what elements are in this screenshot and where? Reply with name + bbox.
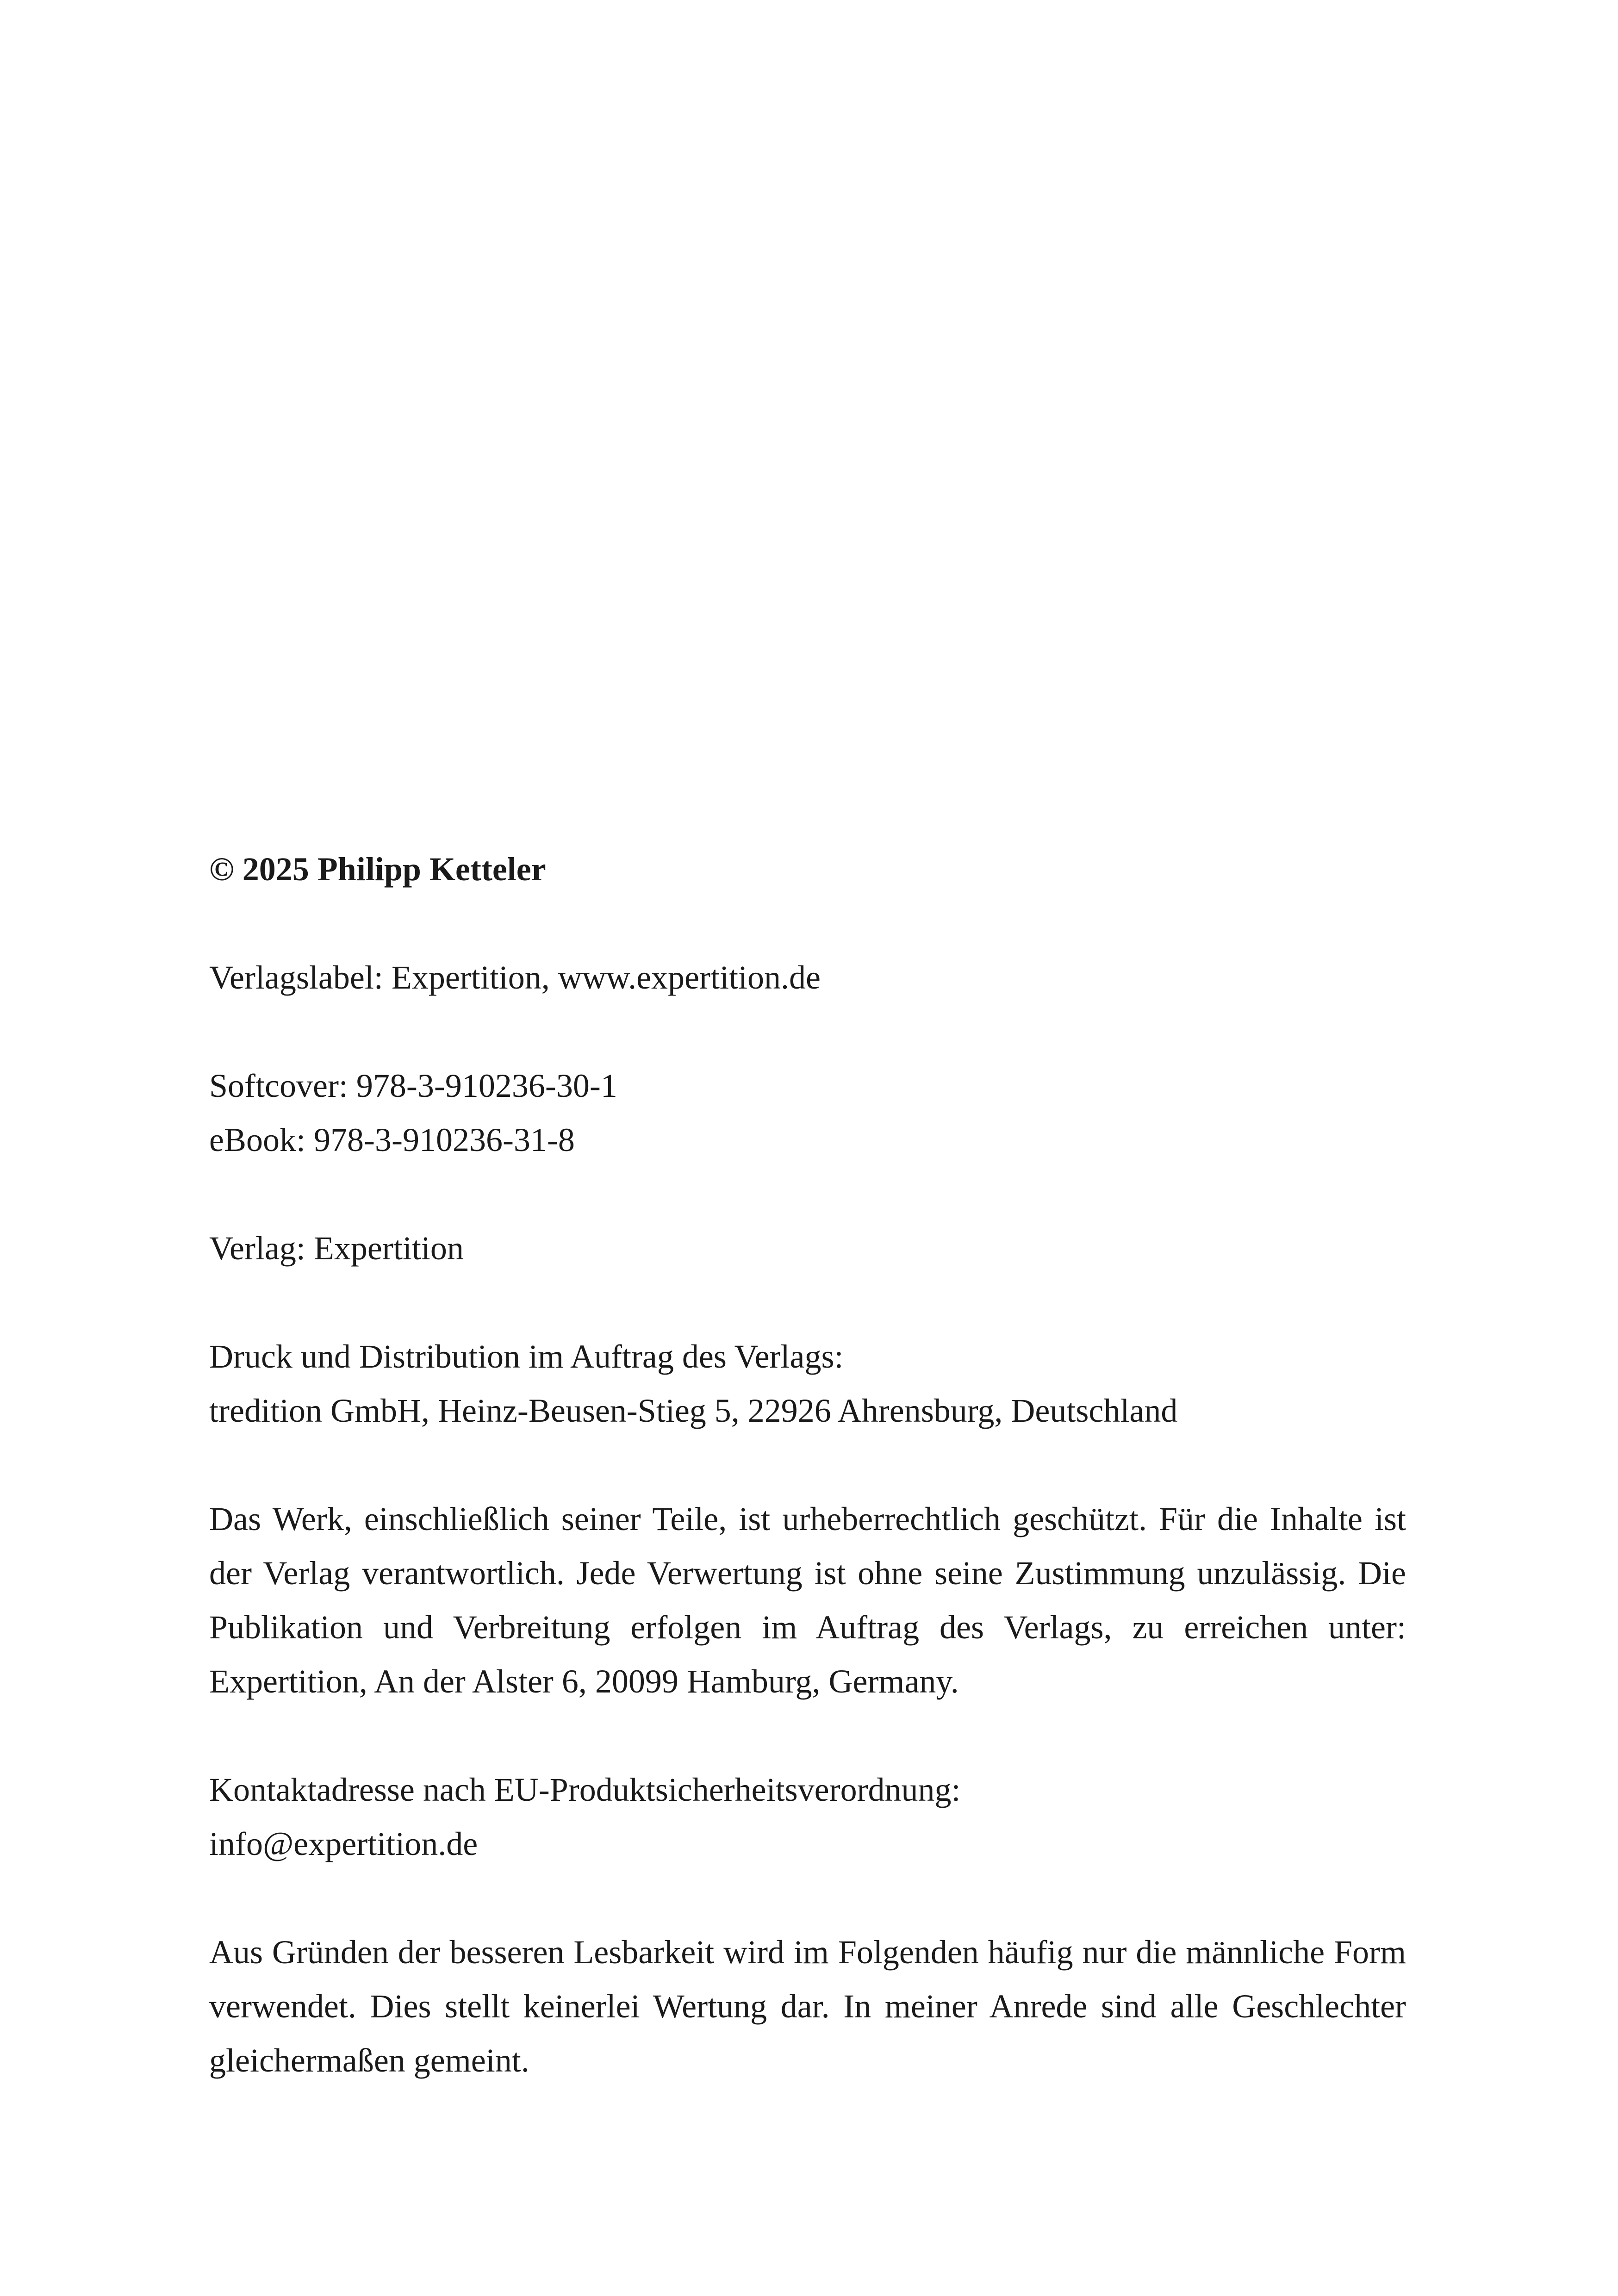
publisher-label-line: Verlagslabel: Expertition, www.expertition.de <box>209 959 821 996</box>
rights-block <box>209 1492 1406 1709</box>
publisher-label-block <box>209 951 1406 1005</box>
isbn-block <box>209 1059 1406 1167</box>
contact-heading: Kontaktadresse nach EU-Produktsicherheitsverordnung: <box>209 1771 961 1808</box>
rights-notice: Das Werk, einschließlich seiner Teile, ist urheberrechtlich geschützt. Für die Inhalte ist der Verlag verantwortlich. Jede Verwertung ist ohne seine Zustimmung unzulässig. Die Publikation und Verbreitung erfolgen im Auftrag des Verlags, zu erreichen unter: Expertition, An der Alster 6, 20099 Hamburg, Germany. <box>209 1500 1406 1700</box>
distribution-block <box>209 1330 1406 1438</box>
copyright-notice: © 2025 Philipp Ketteler <box>209 851 546 888</box>
isbn-ebook: eBook: 978-3-910236-31-8 <box>209 1121 575 1158</box>
distribution-heading: Druck und Distribution im Auftrag des Verlags: <box>209 1338 844 1375</box>
publisher-line: Verlag: Expertition <box>209 1230 464 1267</box>
distribution-address: tredition GmbH, Heinz-Beusen-Stieg 5, 22926 Ahrensburg, Deutschland <box>209 1392 1178 1429</box>
imprint-page <box>209 842 1406 2088</box>
copyright-block <box>209 842 1406 896</box>
publisher-block <box>209 1221 1406 1276</box>
gender-notice-block <box>209 1925 1406 2088</box>
isbn-softcover: Softcover: 978-3-910236-30-1 <box>209 1067 617 1104</box>
contact-block <box>209 1763 1406 1871</box>
gender-notice: Aus Gründen der besseren Lesbarkeit wird im Folgenden häufig nur die männliche Form verwendet. Dies stellt keinerlei Wertung dar. In meiner Anrede sind alle Geschlechter gleichermaßen gemeint. <box>209 1934 1406 2079</box>
contact-email: info@expertition.de <box>209 1825 478 1862</box>
